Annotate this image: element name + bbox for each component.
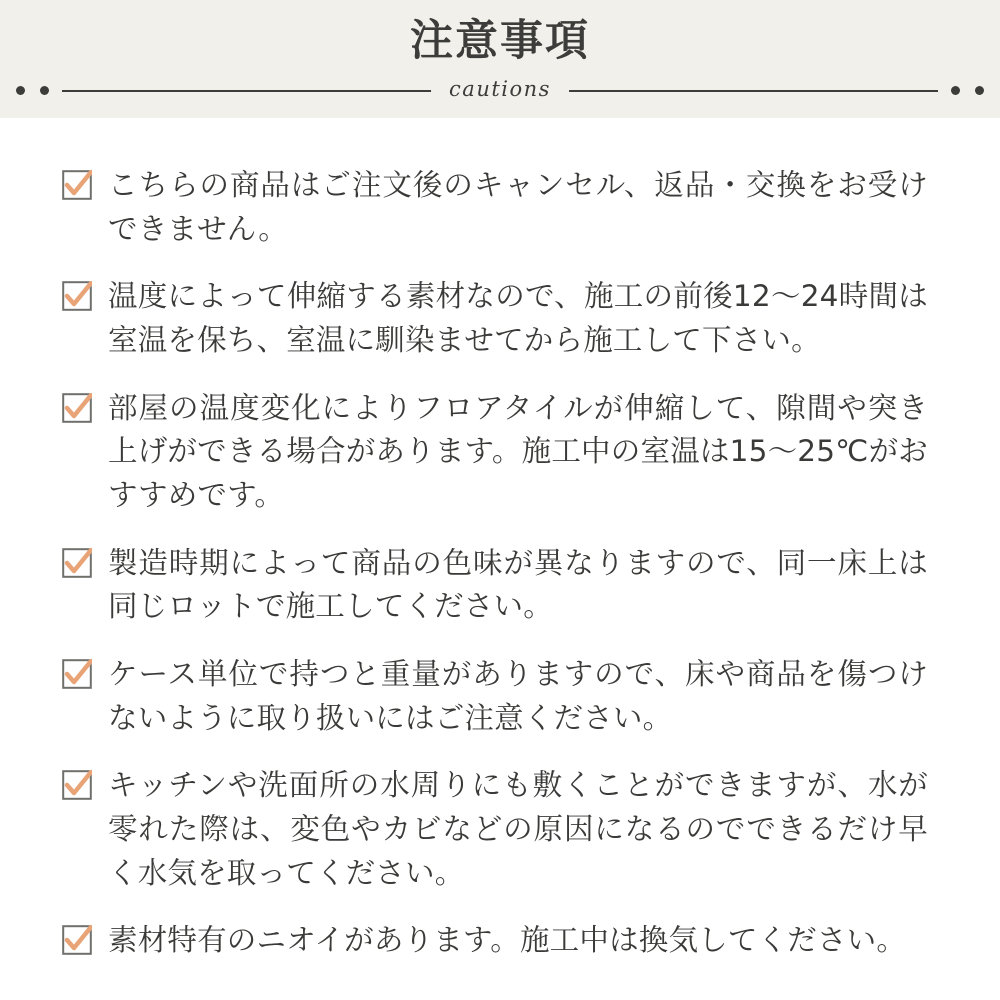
list-item	[62, 275, 938, 362]
list-item	[62, 387, 938, 518]
page-title: 注意事項	[410, 16, 590, 66]
list-item-text: キッチンや洗面所の水周りにも敷くことができますが、水が零れた際は、変色やカビなどの原因になるのでできるだけ早く水気を取ってください。	[108, 768, 928, 890]
checkbox-check-icon	[62, 281, 92, 311]
cautions-body	[0, 118, 1000, 1000]
list-item	[62, 764, 938, 895]
checkbox-check-icon	[62, 548, 92, 578]
page-subtitle: cautions	[431, 77, 569, 101]
list-item	[62, 653, 938, 740]
list-item-text: 温度によって伸縮する素材なので、施工の前後12〜24時間は室温を保ち、室温に馴染ませてから施工して下さい。	[108, 279, 928, 357]
header-divider	[0, 71, 1000, 111]
checkbox-check-icon	[62, 170, 92, 200]
list-item-text: ケース単位で持つと重量がありますので、床や商品を傷つけないように取り扱いにはご注意ください。	[108, 656, 928, 735]
checkbox-check-icon	[62, 659, 92, 689]
checkbox-check-icon	[62, 770, 92, 800]
cautions-list	[62, 164, 938, 963]
list-item-text: 製造時期によって商品の色味が異なりますので、同一床上は同じロットで施工してください。	[108, 545, 928, 624]
checkbox-check-icon	[62, 925, 92, 955]
divider-line-left	[62, 90, 432, 92]
list-item	[62, 919, 938, 963]
checkbox-check-icon	[62, 393, 92, 423]
divider-dot-icon	[975, 86, 984, 95]
list-item-text: 部屋の温度変化によりフロアタイルが伸縮して、隙間や突き上げができる場合があります。施工中の室温は15〜25℃がおすすめです。	[108, 390, 928, 512]
list-item	[62, 542, 938, 629]
list-item	[62, 164, 938, 251]
divider-dot-icon	[16, 86, 25, 95]
divider-dot-icon	[951, 86, 960, 95]
list-item-text: 素材特有のニオイがあります。施工中は換気してください。	[108, 923, 907, 958]
page-header	[0, 0, 1000, 118]
divider-line-right	[568, 90, 938, 92]
list-item-text: こちらの商品はご注文後のキャンセル、返品・交換をお受けできません。	[108, 168, 928, 246]
divider-dot-icon	[40, 86, 49, 95]
